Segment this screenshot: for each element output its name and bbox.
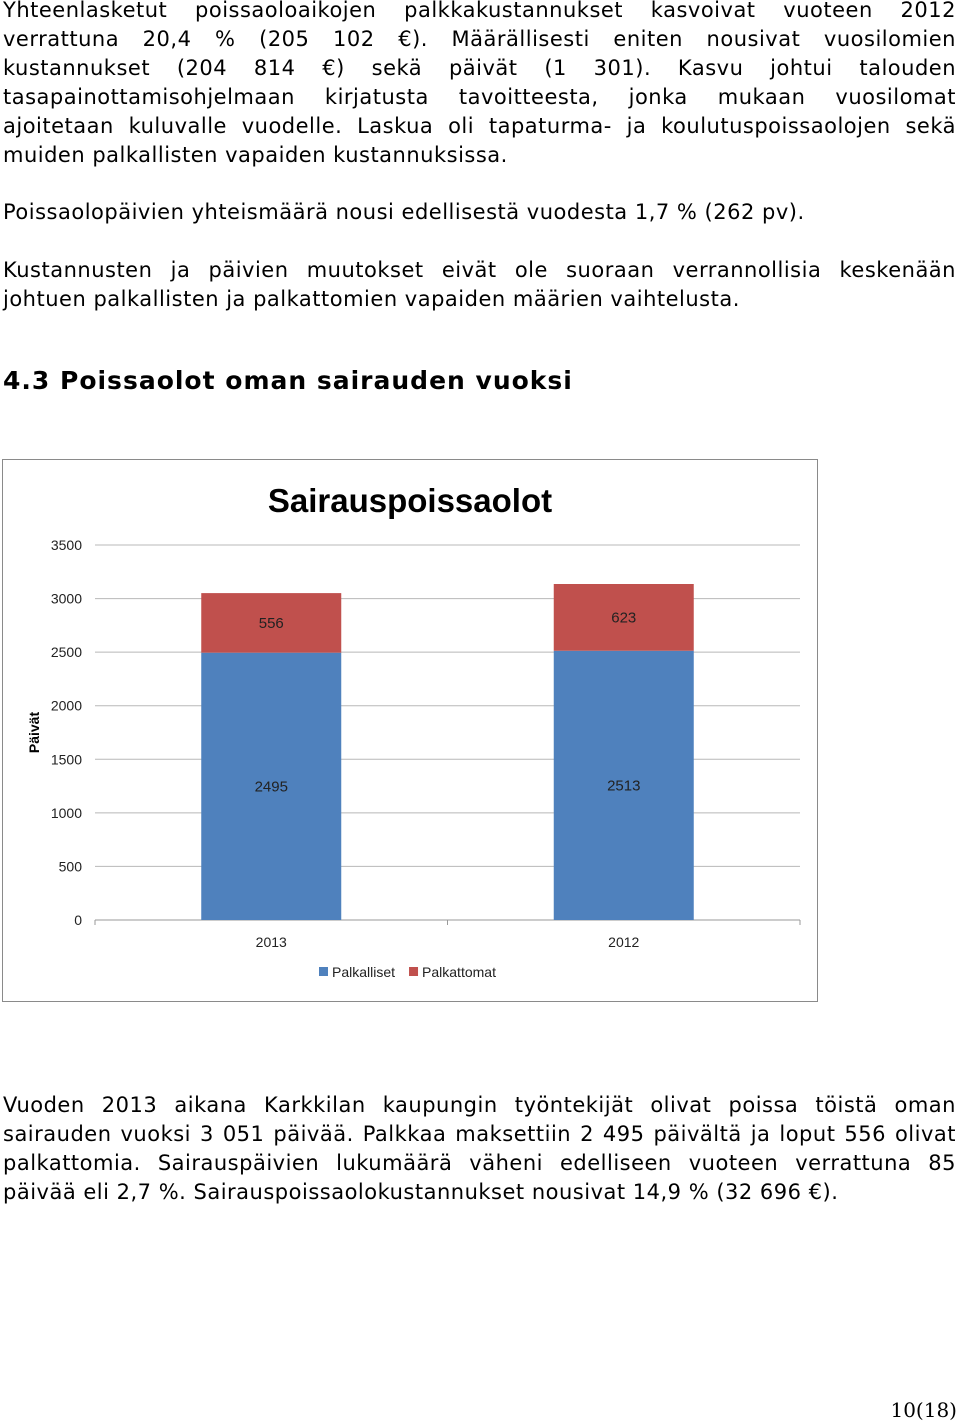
y-tick-label-2500: 2500: [50, 644, 82, 661]
chart-title: Sairauspoissaolot: [267, 482, 553, 519]
section-heading: 4.3 Poissaolot oman sairauden vuoksi: [3, 366, 573, 395]
y-tick-label-500: 500: [58, 858, 82, 875]
legend-swatch-palkattomat: [409, 967, 418, 976]
y-tick-label-0: 0: [74, 912, 82, 928]
chart-svg: [3, 460, 817, 1001]
paragraph-sick-leave-summary: Vuoden 2013 aikana Karkkilan kaupungin työntekijät olivat poissa töistä oman sairauden vuoksi 3 051 päivää. Palkkaa maksettiin 2 495 päivältä ja loput 556 olivat palkattomia. Sairauspäivien lukumäärä väheni edelliseen vuoteen verrattuna 85 päivää eli 2,7 %. Sairauspoissaolokustannukset nousivat 14,9 % (32 696 €).: [3, 1093, 956, 1204]
y-tick-label-1500: 1500: [50, 751, 82, 768]
legend-label-palkattomat: Palkattomat: [422, 964, 496, 980]
paragraph-absence-days: Poissaolopäivien yhteismäärä nousi edellisestä vuodesta 1,7 % (262 pv).: [3, 200, 805, 224]
legend-swatch-palkalliset: [319, 967, 328, 976]
y-tick-label-3000: 3000: [50, 590, 82, 607]
data-label-palkattomat-2012: 623: [611, 609, 637, 627]
x-tick-label-2013: 2013: [255, 934, 287, 950]
y-tick-label-2000: 2000: [50, 697, 82, 714]
paragraph-cost-day-note: Kustannusten ja päivien muutokset eivät ole suoraan verrannollisia keskenään johtuen palkallisten ja palkattomien vapaiden määrien vaihtelusta.: [3, 258, 956, 311]
y-tick-label-3500: 3500: [50, 537, 82, 553]
data-label-palkattomat-2013: 556: [258, 614, 284, 632]
data-label-palkalliset-2012: 2513: [607, 777, 641, 795]
sick-leave-chart: [2, 459, 818, 1002]
x-tick-label-2012: 2012: [608, 934, 640, 950]
legend-label-palkalliset: Palkalliset: [332, 964, 396, 980]
y-tick-label-1000: 1000: [50, 804, 82, 821]
paragraph-absence-costs: Yhteenlasketut poissaoloaikojen palkkakustannukset kasvoivat vuoteen 2012 verrattuna 20,4 % (205 102 €). Määrällisesti eniten nousivat vuosilomien kustannukset (204 814 €) sekä päivät (1 301). Kasvu johtui talouden tasapainottamisohjelmaan kirjatusta tavoitteesta, jonka mukaan vuosilomat ajoitetaan kuluvalle vuodelle. Laskua oli tapaturma- ja koulutuspoissaolojen sekä muiden palkallisten vapaiden kustannuksissa.: [3, 0, 956, 167]
page-number: 10(18): [890, 1398, 957, 1422]
y-axis-label: Päivät: [26, 711, 42, 754]
data-label-palkalliset-2013: 2495: [254, 778, 288, 796]
